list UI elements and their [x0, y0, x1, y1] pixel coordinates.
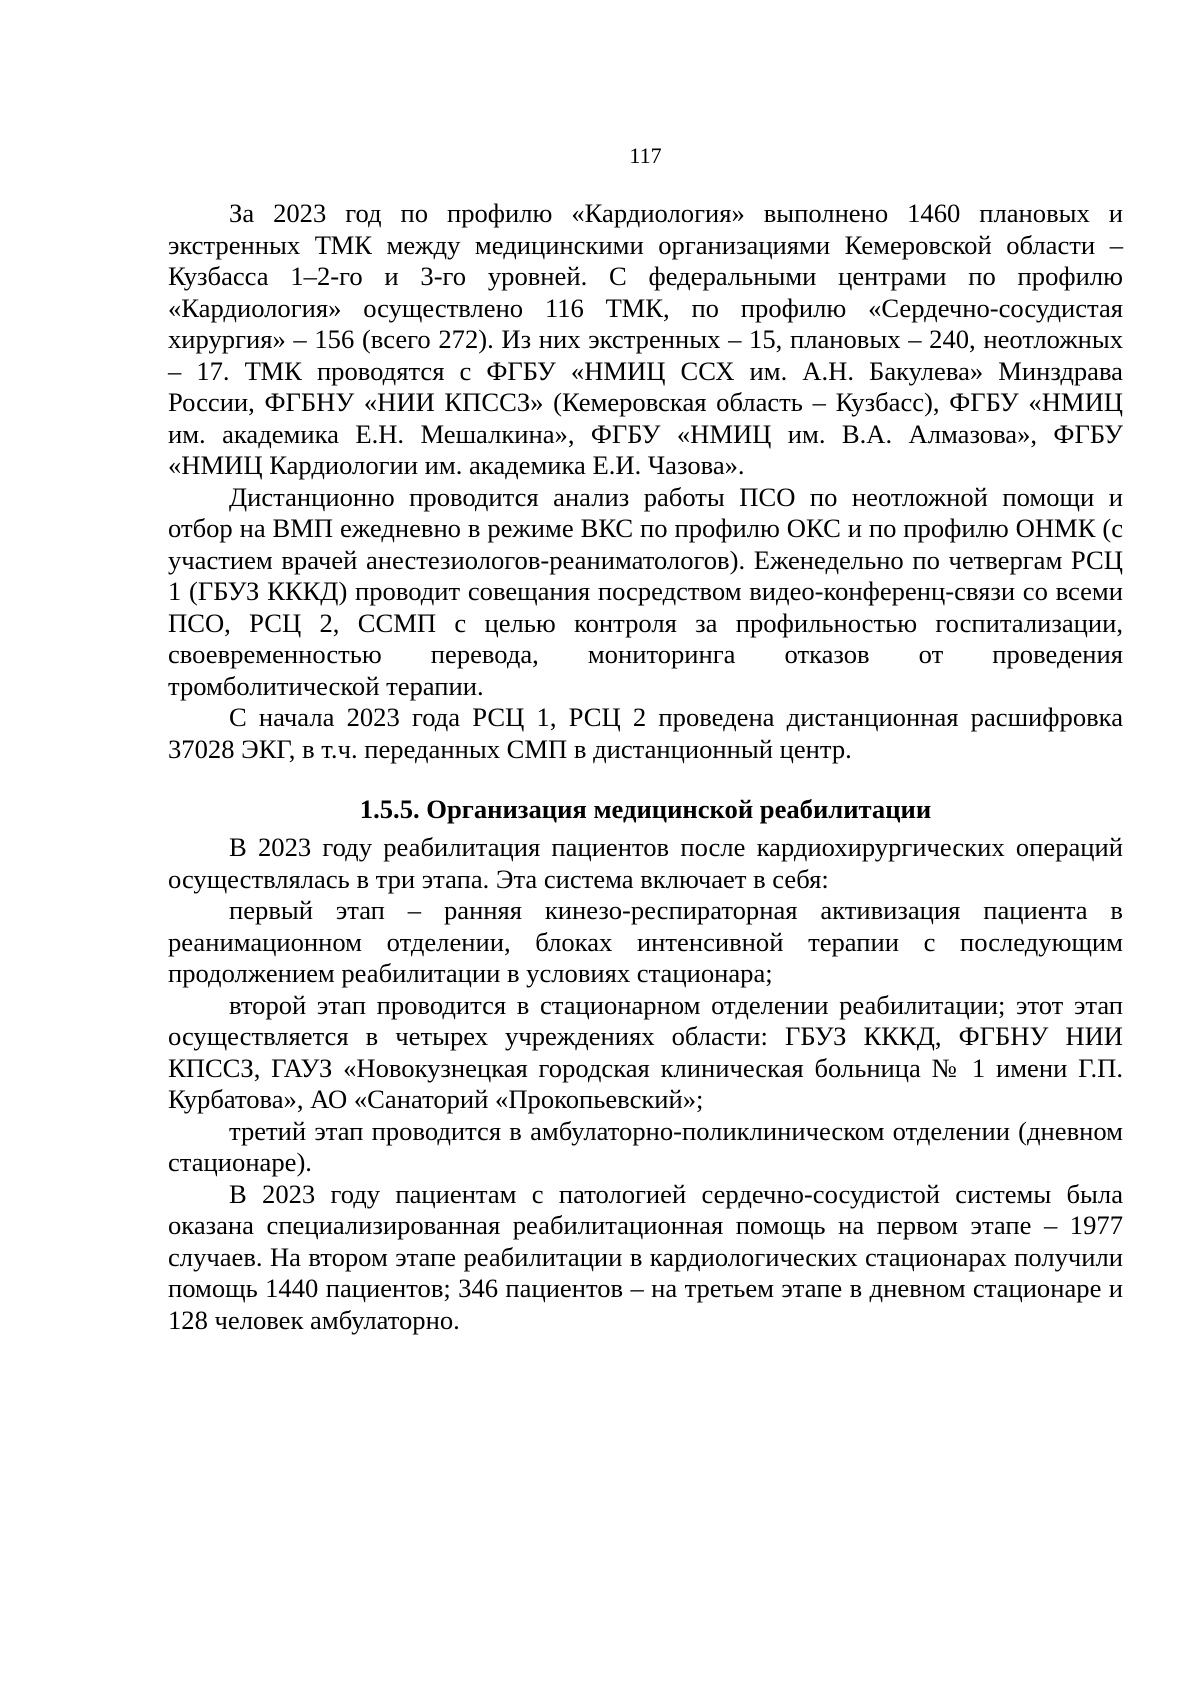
paragraph-telemedicine: За 2023 год по профилю «Кардиология» выполнено 1460 плановых и экстренных ТМК между медицинскими организациями Кемеровской области – Кузбасса 1–2-го и 3-го уровней. С федеральными центрами по профилю «Кардиология» осуществлено 116 ТМК, по профилю «Сердечно-сосудистая хирургия» – 156 (всего 272). Из них экстренных – 15, плановых – 240, неотложных – 17. ТМК проводятся с ФГБУ «НМИЦ ССХ им. А.Н. Бакулева» Минздрава России, ФГБНУ «НИИ КПССЗ» (Кемеровская область – Кузбасс), ФГБУ «НМИЦ им. академика Е.Н. Мешалкина», ФГБУ «НМИЦ им. В.А. Алмазова», ФГБУ «НМИЦ Кардиологии им. академика Е.И. Чазова».: [168, 198, 1123, 480]
paragraph-rehab-intro: В 2023 году реабилитация пациентов после кардиохирургических операций осуществлялась в три этапа. Эта система включает в себя:: [168, 832, 1123, 894]
body-text-after-heading: [168, 832, 1123, 1336]
paragraph-stage-two: второй этап проводится в стационарном отделении реабилитации; этот этап осуществляется в четырех учреждениях области: ГБУЗ КККД, ФГБНУ НИИ КПССЗ, ГАУЗ «Новокузнецкая городская клиническая больница № 1 имени Г.П. Курбатова», АО «Санаторий «Прокопьевский»;: [168, 989, 1123, 1114]
page-number: 117: [629, 143, 662, 168]
section-heading: 1.5.5. Организация медицинской реабилитации: [359, 794, 932, 824]
paragraph-stage-three: третий этап проводится в амбулаторно-поликлиническом отделении (дневном стационаре).: [168, 1115, 1123, 1177]
paragraph-stage-one: первый этап – ранняя кинезо-респираторная активизация пациента в реанимационном отделении, блоках интенсивной терапии с последующим продолжением реабилитации в условиях стационара;: [168, 895, 1123, 988]
body-text-before-heading: [168, 198, 1123, 765]
paragraph-remote-analysis: Дистанционно проводится анализ работы ПСО по неотложной помощи и отбор на ВМП ежедневно в режиме ВКС по профилю ОКС и по профилю ОНМК (с участием врачей анестезиологов-реаниматологов). Еженедельно по четвергам РСЦ 1 (ГБУЗ КККД) проводит совещания посредством видео-конференц-связи со всеми ПСО, РСЦ 2, ССМП с целью контроля за профильностью госпитализации, своевременностью перевода, мониторинга отказов от проведения тромболитической терапии.: [168, 481, 1123, 701]
paragraph-rehab-results: В 2023 году пациентам с патологией сердечно-сосудистой системы была оказана специализированная реабилитационная помощь на первом этапе – 1977 случаев. На втором этапе реабилитации в кардиологических стационарах получили помощь 1440 пациентов; 346 пациентов – на третьем этапе в дневном стационаре и 128 человек амбулаторно.: [168, 1178, 1123, 1335]
paragraph-ecg-decoding: С начала 2023 года РСЦ 1, РСЦ 2 проведена дистанционная расшифровка 37028 ЭКГ, в т.ч. переданных СМП в дистанционный центр.: [168, 702, 1123, 764]
